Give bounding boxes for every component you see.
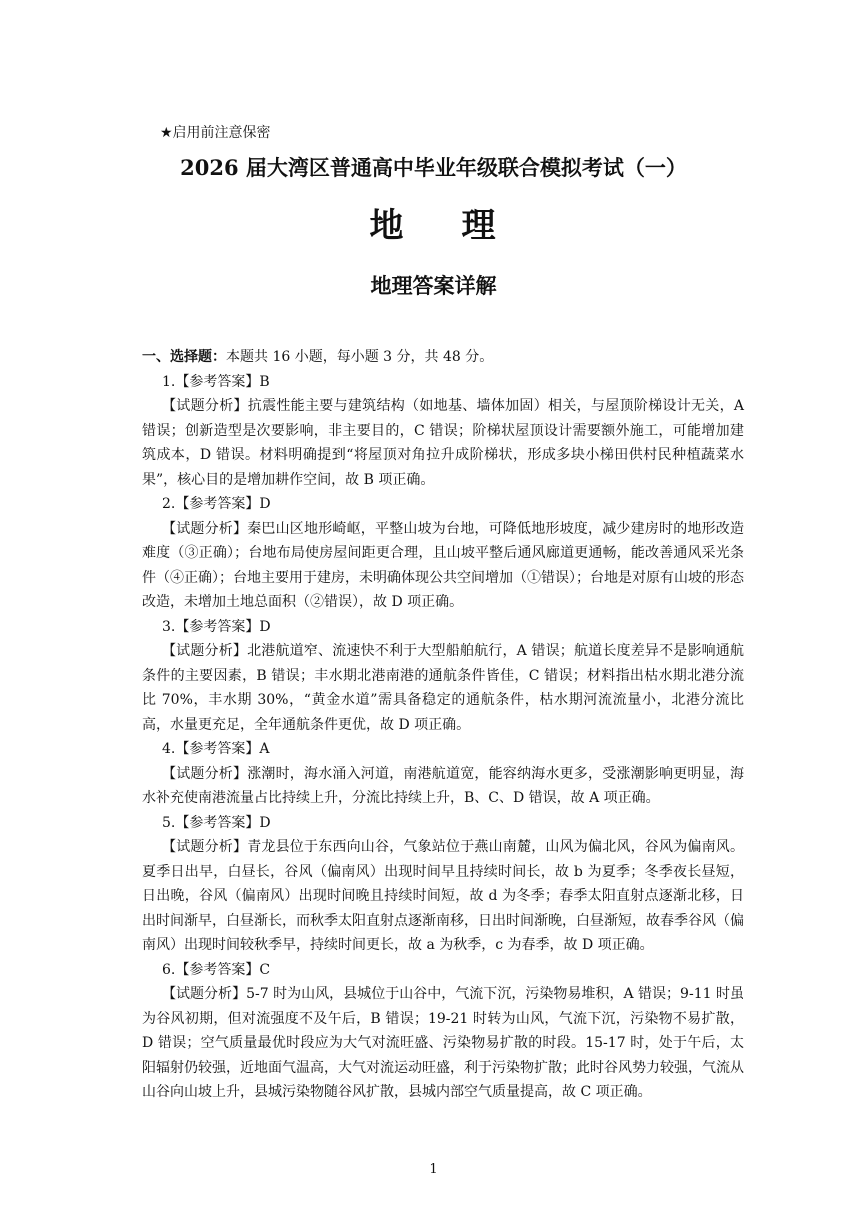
question-1-analysis: 【试题分析】抗震性能主要与建筑结构（如地基、墙体加固）相关，与屋顶阶梯设计无关，A 错误；创新造型是次要影响，非主要目的，C 错误；阶梯状屋顶设计需要额外施工，可能增加建筑成本，D 错误。材料明确提到“将屋顶对角拉升成阶梯状，形成多块小梯田供村民种植蔬菜水果”，核心目的是增加耕作空间，故 B 项正确。 <box>142 398 744 488</box>
question-1-answer: 1.【参考答案】B <box>162 373 270 390</box>
question-5-analysis: 【试题分析】青龙县位于东西向山谷，气象站位于燕山南麓，山风为偏北风，谷风为偏南风。夏季日出早，白昼长，谷风（偏南风）出现时间早且持续时间长，故 b 为夏季；冬季夜长昼短，日出晚，谷风（偏南风）出现时间晚且持续时间短，故 d 为冬季；春季太阳直射点逐渐北移，日出时间渐早，白昼渐长，而秋季太阳直射点逐渐南移，日出时间渐晚，白昼渐短，故春季谷风（偏南风）出现时间较秋季早，持续时间更长，故 a 为秋季，c 为春季，故 D 项正确。 <box>142 839 744 953</box>
question-6-analysis: 【试题分析】5-7 时为山风，县城位于山谷中，气流下沉，污染物易堆积，A 错误；9-11 时虽为谷风初期，但对流强度不及午后，B 错误；19-21 时转为山风，气流下沉，污染物不易扩散，D 错误；空气质量最优时段应为大气对流旺盛、污染物易扩散的时段。15-17 时，处于午后，太阳辐射仍较强，近地面气温高，大气对流运动旺盛，利于污染物扩散；此时谷风势力较强，气流从山谷向山坡上升，县城污染物随谷风扩散，县城内部空气质量提高，故 C 项正确。 <box>142 986 744 1100</box>
subject-char-2: 理 <box>461 206 498 246</box>
question-4-analysis: 【试题分析】涨潮时，海水涌入河道，南港航道宽，能容纳海水更多，受涨潮影响更明显，海水补充使南港流量占比持续上升，分流比持续上升，B、C、D 错误，故 A 项正确。 <box>142 765 744 806</box>
answer-body <box>142 345 744 1105</box>
subject-char-1: 地 <box>369 206 406 246</box>
section-heading <box>142 345 744 370</box>
exam-title: 2026 届大湾区普通高中毕业年级联合模拟考试（一） <box>180 155 687 180</box>
question-2-analysis: 【试题分析】秦巴山区地形崎岖，平整山坡为台地，可降低地形坡度，减少建房时的地形改造难度（③正确）；台地布局使房屋间距更合理，且山坡平整后通风廊道更通畅，能改善通风采光条件（④正确）；台地主要用于建房，未明确体现公共空间增加（①错误）；台地是对原有山坡的形态改造，未增加土地总面积（②错误），故 D 项正确。 <box>142 520 744 610</box>
confidential-notice: ★启用前注意保密 <box>160 125 271 141</box>
section-text: 本题共 16 小题，每小题 3 分，共 48 分。 <box>226 349 494 365</box>
question-5-answer: 5.【参考答案】D <box>162 814 271 831</box>
question-4-answer: 4.【参考答案】A <box>162 741 270 757</box>
page-number: 1 <box>429 1162 438 1177</box>
subject-heading <box>0 198 867 247</box>
question-3-answer: 3.【参考答案】D <box>162 618 271 635</box>
question-3-analysis: 【试题分析】北港航道窄、流速快不利于大型船舶航行，A 错误；航道长度差异不是影响通航条件的主要因素，B 错误；丰水期北港南港的通航条件皆佳，C 错误；材料指出枯水期北港分流比 70%，丰水期 30%，“黄金水道”需具备稳定的通航条件，枯水期河流流量小，北港分流比高，水量更充足，全年通航条件更优，故 D 项正确。 <box>142 643 744 733</box>
section-label: 一、选择题： <box>142 349 226 365</box>
question-6-answer: 6.【参考答案】C <box>162 961 271 978</box>
question-2-answer: 2.【参考答案】D <box>162 496 271 512</box>
answer-subtitle: 地理答案详解 <box>370 274 497 298</box>
